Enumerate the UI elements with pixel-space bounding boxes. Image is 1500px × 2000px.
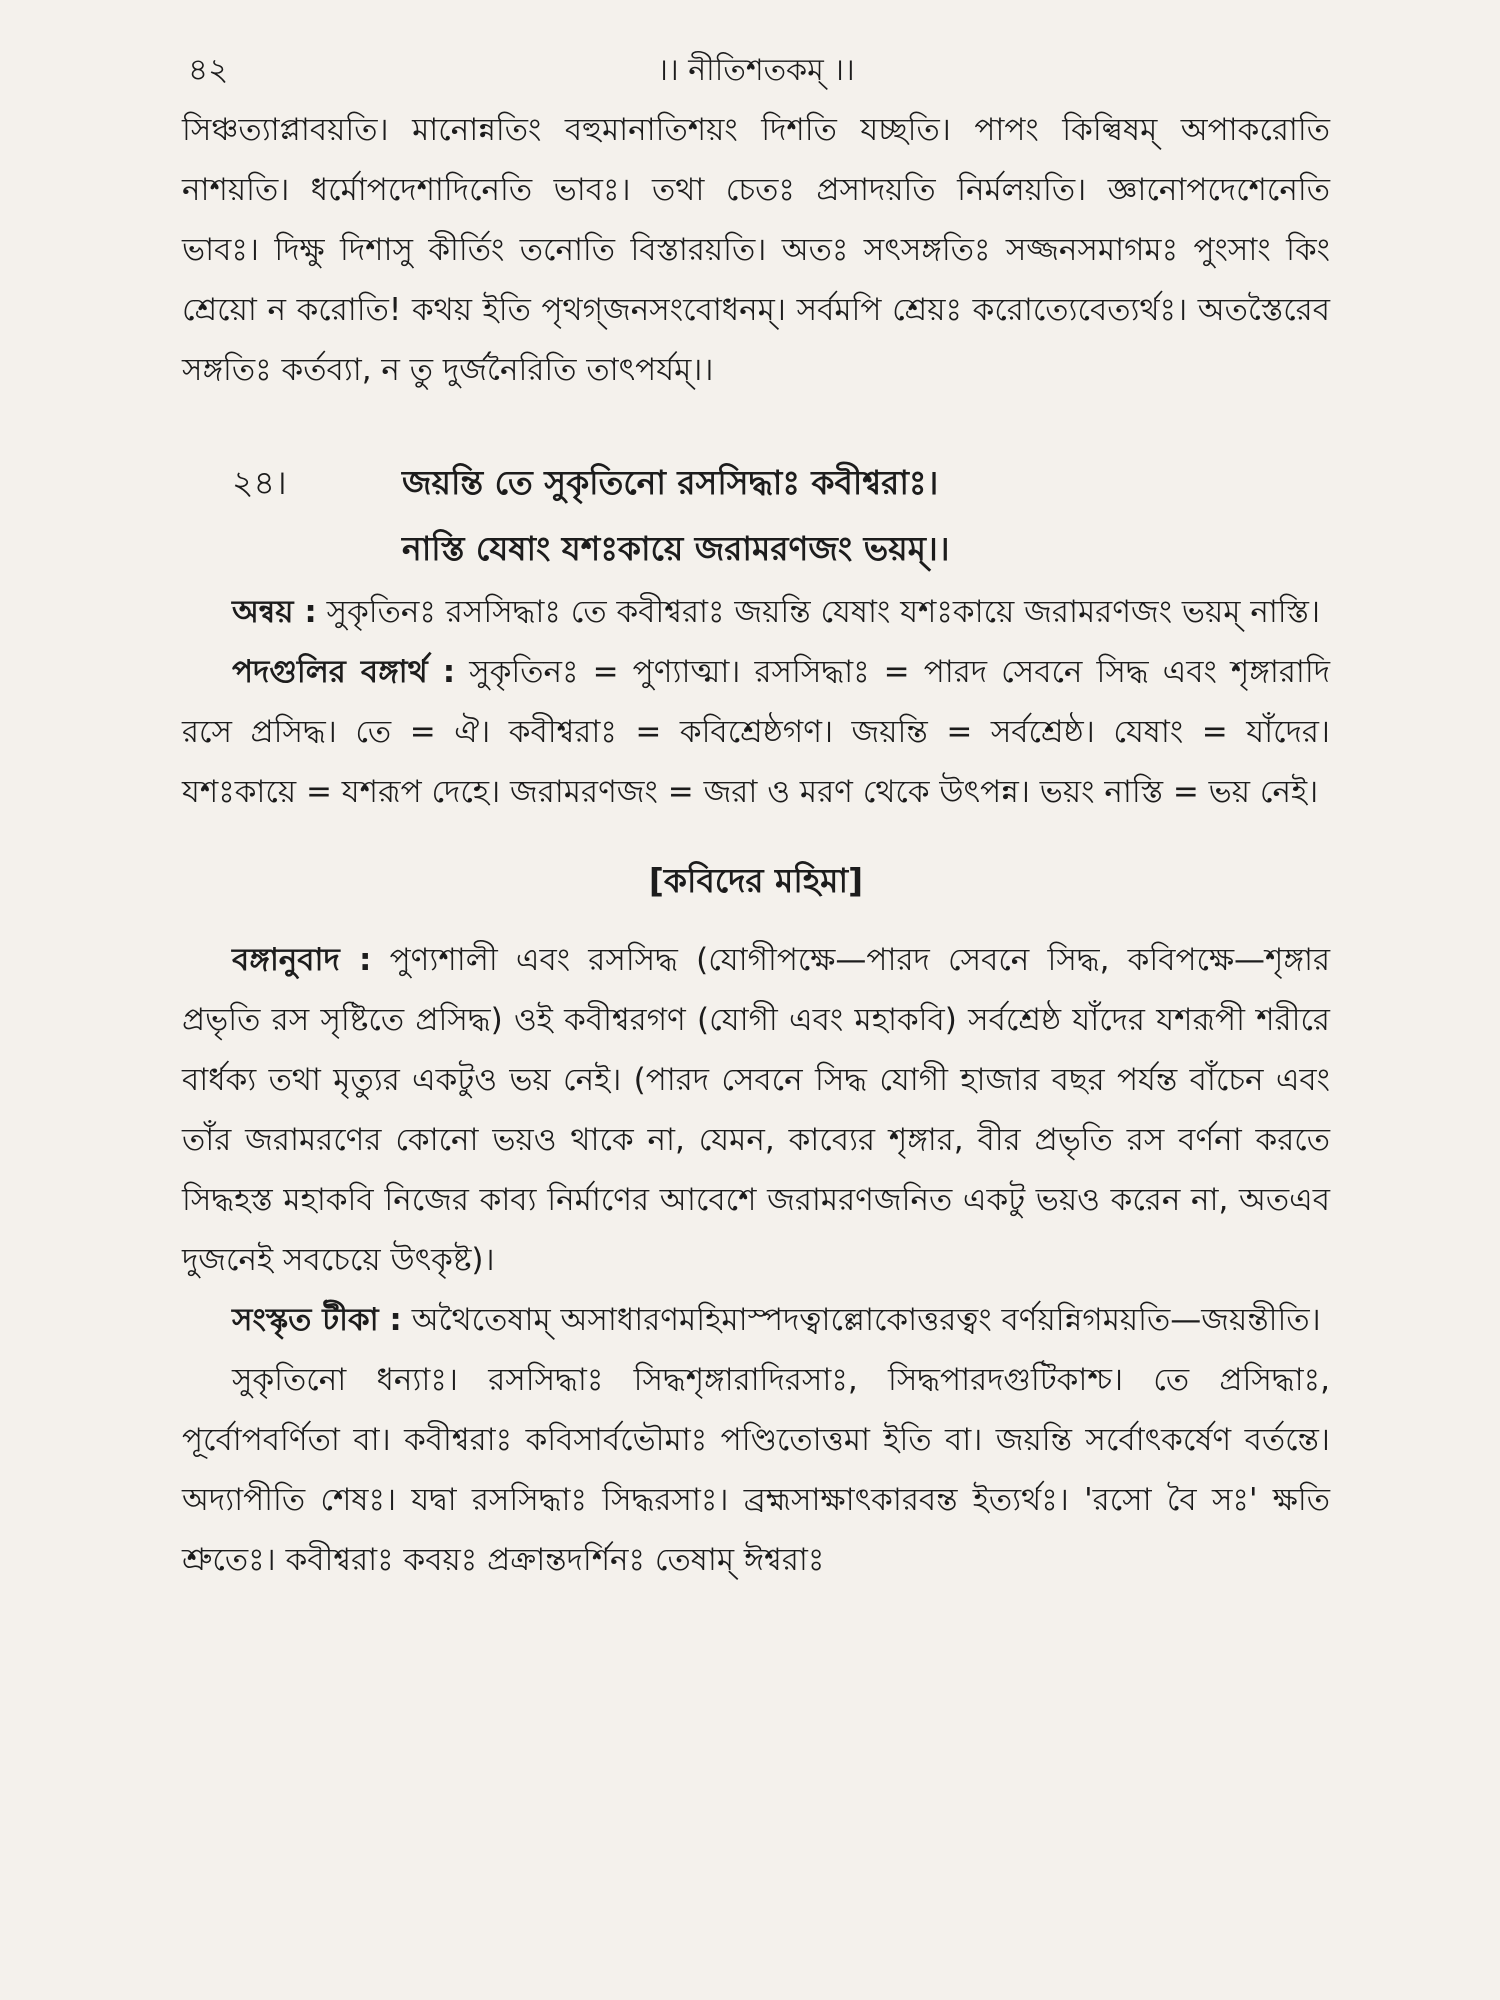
sanskrit-commentary-paragraph: [182, 1290, 1330, 1350]
verse-number: ২৪।: [232, 463, 287, 502]
verse-block: [182, 450, 1330, 582]
anvaya-paragraph: [182, 582, 1330, 642]
translation-label: বঙ্গানুবাদ :: [232, 942, 372, 978]
verse-line-1: জয়ন্তি তে সুকৃতিনো রসসিদ্ধাঃ কবীশ্বরাঃ।: [402, 463, 939, 502]
page-number: ৪২: [188, 52, 229, 88]
anvaya-label: অন্বয় :: [232, 594, 317, 630]
sanskrit-commentary-continued: সুকৃতিনো ধন্যাঃ। রসসিদ্ধাঃ সিদ্ধশৃঙ্গারাদিরসাঃ, সিদ্ধপারদগুটিকাশ্চ। তে প্রসিদ্ধাঃ, পূর্বোপবর্ণিতা বা। কবীশ্বরাঃ কবিসার্বভৌমাঃ পণ্ডিতোত্তমা ইতি বা। জয়ন্তি সর্বোৎকর্ষেণ বর্তন্তে। অদ্যাপীতি শেষঃ। যদ্বা রসসিদ্ধাঃ সিদ্ধরসাঃ। ব্রহ্মসাক্ষাৎকারবন্ত ইত্যর্থঃ। 'রসো বৈ সঃ' ক্ষতি শ্রুতেঃ। কবীশ্বরাঃ কবয়ঃ প্রক্রান্তদর্শিনঃ তেষাম্ ঈশ্বরাঃ: [182, 1362, 1330, 1578]
anvaya-text: সুকৃতিনঃ রসসিদ্ধাঃ তে কবীশ্বরাঃ জয়ন্তি যেষাং যশঃকায়ে জরামরণজং ভয়ম্ নাস্তি।: [326, 594, 1321, 630]
word-meaning-text: সুকৃতিনঃ = পুণ্যাত্মা। রসসিদ্ধাঃ = পারদ সেবনে সিদ্ধ এবং শৃঙ্গারাদি রসে প্রসিদ্ধ। তে = ঐ। কবীশ্বরাঃ = কবিশ্রেষ্ঠগণ। জয়ন্তি = সর্বশ্রেষ্ঠ। যেষাং = যাঁদের। যশঃকায়ে = যশরূপ দেহে। জরামরণজং = জরা ও মরণ থেকে উৎপন্ন। ভয়ং নাস্তি = ভয় নেই।: [182, 654, 1331, 810]
sanskrit-commentary-text: অথৈতেষাম্ অসাধারণমহিমাস্পদত্বাল্লোকোত্তরত্বং বর্ণয়ন্নিগময়তি—জয়ন্তীতি।: [411, 1302, 1321, 1338]
running-head: [182, 40, 1330, 100]
previous-commentary: সিঞ্চত্যাপ্লাবয়তি। মানোন্নতিং বহুমানাতিশয়ং দিশতি যচ্ছতি। পাপং কিল্বিষম্ অপাকরোতি নাশয়তি। ধর্মোপদেশাদিনেতি ভাবঃ। তথা চেতঃ প্রসাদয়তি নির্মলয়তি। জ্ঞানোপদেশেনেতি ভাবঃ। দিক্ষু দিশাসু কীর্তিং তনোতি বিস্তারয়তি। অতঃ সৎসঙ্গতিঃ সজ্জনসমাগমঃ পুংসাং কিং শ্রেয়ো ন করোতি! কথয় ইতি পৃথগ্জনসংবোধনম্। সর্বমপি শ্রেয়ঃ করোত্যেবেত্যর্থঃ। অতস্তৈরেব সঙ্গতিঃ কর্তব্যা, ন তু দুর্জনৈরিতি তাৎপর্যম্।।: [182, 112, 1330, 388]
section-heading: [কবিদের মহিমা]: [648, 861, 864, 900]
header-title: ।। নীতিশতকম্ ।।: [657, 53, 855, 88]
word-meaning-paragraph: [182, 642, 1330, 822]
translation-text: পুণ্যশালী এবং রসসিদ্ধ (যোগীপক্ষে—পারদ সেবনে সিদ্ধ, কবিপক্ষে—শৃঙ্গার প্রভৃতি রস সৃষ্টিতে প্রসিদ্ধ) ওই কবীশ্বরগণ (যোগী এবং মহাকবি) সর্বশ্রেষ্ঠ যাঁদের যশরূপী শরীরে বার্ধক্য তথা মৃত্যুর একটুও ভয় নেই। (পারদ সেবনে সিদ্ধ যোগী হাজার বছর পর্যন্ত বাঁচেন এবং তাঁর জরামরণের কোনো ভয়ও থাকে না, যেমন, কাব্যের শৃঙ্গার, বীর প্রভৃতি রস বর্ণনা করতে সিদ্ধহস্ত মহাকবি নিজের কাব্য নির্মাণের আবেশে জরামরণজনিত একটু ভয়ও করেন না, অতএব দুজনেই সবচেয়ে উৎকৃষ্ট)।: [182, 942, 1330, 1278]
word-meaning-label: পদগুলির বঙ্গার্থ :: [232, 654, 456, 690]
sanskrit-commentary-label: সংস্কৃত টীকা :: [232, 1302, 402, 1338]
verse-line-2: নাস্তি যেষাং যশঃকায়ে জরামরণজং ভয়ম্।।: [402, 529, 950, 568]
translation-paragraph: [182, 930, 1330, 1290]
